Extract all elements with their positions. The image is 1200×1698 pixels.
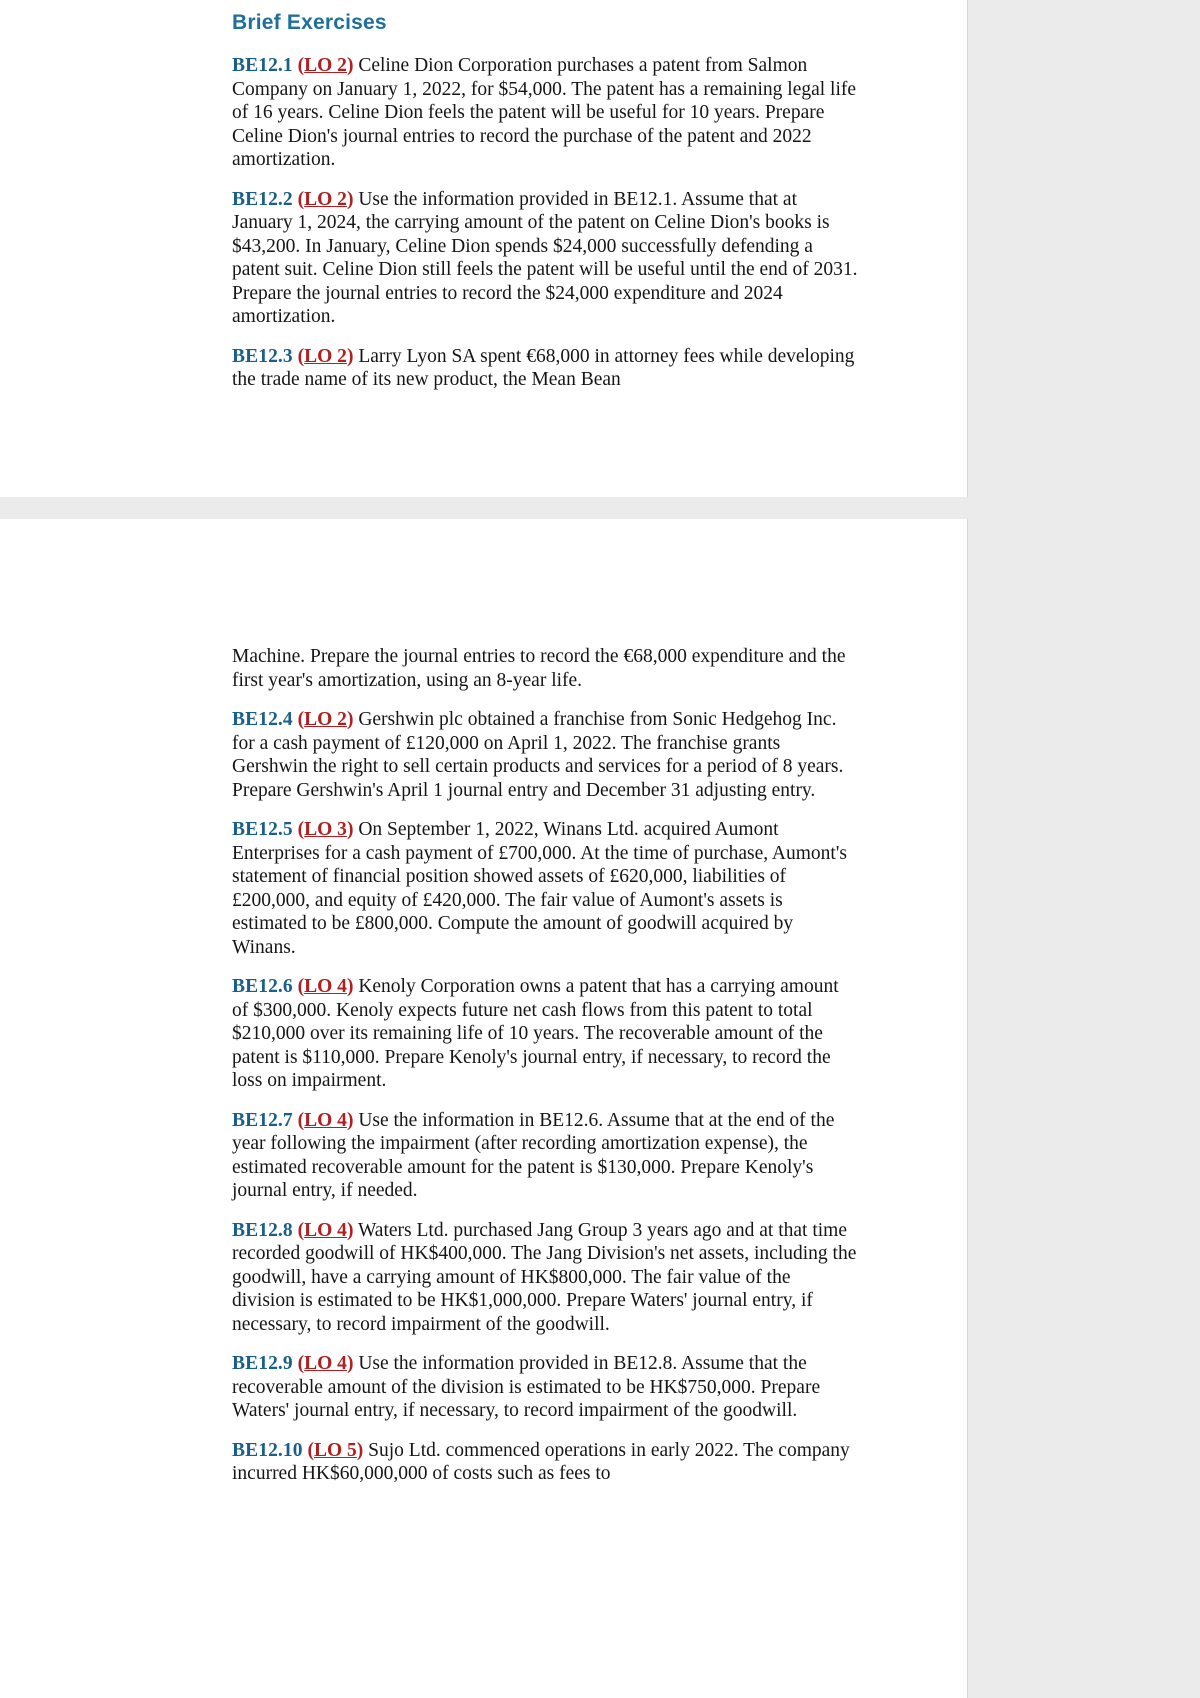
page-separator: [0, 497, 968, 519]
exercise-label: BE12.7: [232, 1109, 293, 1131]
learning-objective-ref[interactable]: (LO 4): [297, 976, 354, 997]
exercise-label: BE12.3: [232, 345, 293, 367]
learning-objective-ref[interactable]: (LO 2): [297, 709, 354, 730]
exercise-body: Use the information in BE12.6. Assume that at the end of the year following the impairment (after recording amortization expense), the estimated recoverable amount for the patent is $130,000. Prepare Kenoly's journal entry, if needed.: [232, 1109, 835, 1201]
brief-exercise-be12-2: [232, 172, 858, 329]
learning-objective-ref[interactable]: (LO 4): [297, 1109, 354, 1131]
exercise-body: Waters Ltd. purchased Jang Group 3 years ago and at that time recorded goodwill of HK$400,000. The Jang Division's net assets, including the goodwill, have a carrying amount of HK$800,000. The fair value of the division is estimated to be HK$1,000,000. Prepare Waters' journal entry, if necessary, to record impairment of the goodwill.: [232, 1219, 857, 1335]
brief-exercise-be12-1: [232, 40, 858, 172]
brief-exercise-be12-8: [232, 1203, 858, 1337]
learning-objective-ref[interactable]: (LO 4): [297, 1353, 354, 1374]
learning-objective-ref[interactable]: (LO 4): [297, 1219, 354, 1241]
exercise-label: BE12.6: [232, 976, 293, 997]
learning-objective-link[interactable]: LO 3: [304, 819, 347, 840]
learning-objective-link[interactable]: LO 4: [304, 1219, 347, 1241]
exercise-body: Sujo Ltd. commenced operations in early 2022. The company incurred HK$60,000,000 of costs such as fees to: [232, 1439, 850, 1484]
page-title: Brief Exercises: [232, 11, 387, 34]
learning-objective-ref[interactable]: (LO 2): [297, 345, 354, 367]
learning-objective-link[interactable]: LO 5: [313, 1439, 357, 1461]
exercise-label: BE12.5: [232, 819, 293, 840]
learning-objective-link[interactable]: LO 2: [304, 55, 347, 76]
brief-exercise-be12-5: [232, 802, 858, 959]
learning-objective-link[interactable]: LO 4: [304, 1109, 347, 1131]
exercise-body: On September 1, 2022, Winans Ltd. acquired Aumont Enterprises for a cash payment of £700,000. At the time of purchase, Aumont's statement of financial position showed assets of £620,000, liabilities of £200,000, and equity of £420,000. The fair value of Aumont's assets is estimated to be £800,000. Compute the amount of goodwill acquired by Winans.: [232, 819, 847, 958]
exercise-label: BE12.8: [232, 1219, 293, 1241]
exercise-body: Celine Dion Corporation purchases a patent from Salmon Company on January 1, 2022, for $54,000. The patent has a remaining legal life of 16 years. Celine Dion feels the patent will be useful for 10 years. Prepare Celine Dion's journal entries to record the purchase of the patent and 2022 amortization.: [232, 55, 857, 170]
learning-objective-link[interactable]: LO 2: [304, 709, 347, 730]
exercise-body: Gershwin plc obtained a franchise from Sonic Hedgehog Inc. for a cash payment of £120,000 on April 1, 2022. The franchise grants Gershwin the right to sell certain products and services for a period of 8 years. Prepare Gershwin's April 1 journal entry and December 31 adjusting entry.: [232, 709, 844, 801]
learning-objective-ref[interactable]: (LO 5): [307, 1439, 364, 1461]
exercise-label: BE12.10: [232, 1439, 303, 1461]
learning-objective-ref[interactable]: (LO 2): [297, 188, 354, 210]
learning-objective-ref[interactable]: (LO 2): [297, 55, 354, 76]
brief-exercise-be12-6: [232, 959, 858, 1093]
document-page-2: [0, 519, 968, 1698]
document-page-1: [0, 0, 968, 497]
exercise-label: BE12.2: [232, 188, 293, 210]
learning-objective-link[interactable]: LO 4: [304, 976, 347, 997]
brief-exercise-be12-9: [232, 1336, 858, 1423]
learning-objective-ref[interactable]: (LO 3): [297, 819, 354, 840]
continuation-paragraph: Machine. Prepare the journal entries to record the €68,000 expenditure and the first year's amortization, using an 8-year life.: [232, 646, 846, 691]
page-edge-rule: [967, 519, 968, 1698]
brief-exercise-be12-10: [232, 1423, 858, 1486]
exercise-body: Use the information provided in BE12.1. Assume that at January 1, 2024, the carrying amount of the patent on Celine Dion's books is $43,200. In January, Celine Dion spends $24,000 successfully defending a patent suit. Celine Dion still feels the patent will be useful until the end of 2031. Prepare the journal entries to record the $24,000 expenditure and 2024 amortization.: [232, 188, 858, 327]
brief-exercise-be12-4: [232, 692, 858, 802]
exercise-label: BE12.4: [232, 709, 293, 730]
page-edge-rule: [967, 0, 968, 497]
exercise-body: Use the information provided in BE12.8. Assume that the recoverable amount of the division is estimated to be HK$750,000. Prepare Waters' journal entry, if necessary, to record impairment of the goodwill.: [232, 1353, 821, 1421]
brief-exercise-be12-3: [232, 329, 858, 392]
exercise-body: Larry Lyon SA spent €68,000 in attorney fees while developing the trade name of its new product, the Mean Bean: [232, 345, 855, 390]
learning-objective-link[interactable]: LO 4: [304, 1353, 347, 1374]
learning-objective-link[interactable]: LO 2: [304, 188, 347, 210]
brief-exercise-be12-7: [232, 1093, 858, 1203]
learning-objective-link[interactable]: LO 2: [304, 345, 347, 367]
exercise-label: BE12.1: [232, 55, 293, 76]
page-top-margin: [232, 519, 858, 645]
exercise-body: Kenoly Corporation owns a patent that has a carrying amount of $300,000. Kenoly expects future net cash flows from this patent to total $210,000 over its remaining life of 10 years. The recoverable amount of the patent is $110,000. Prepare Kenoly's journal entry, if necessary, to record the loss on impairment.: [232, 976, 839, 1091]
exercise-label: BE12.9: [232, 1353, 293, 1374]
